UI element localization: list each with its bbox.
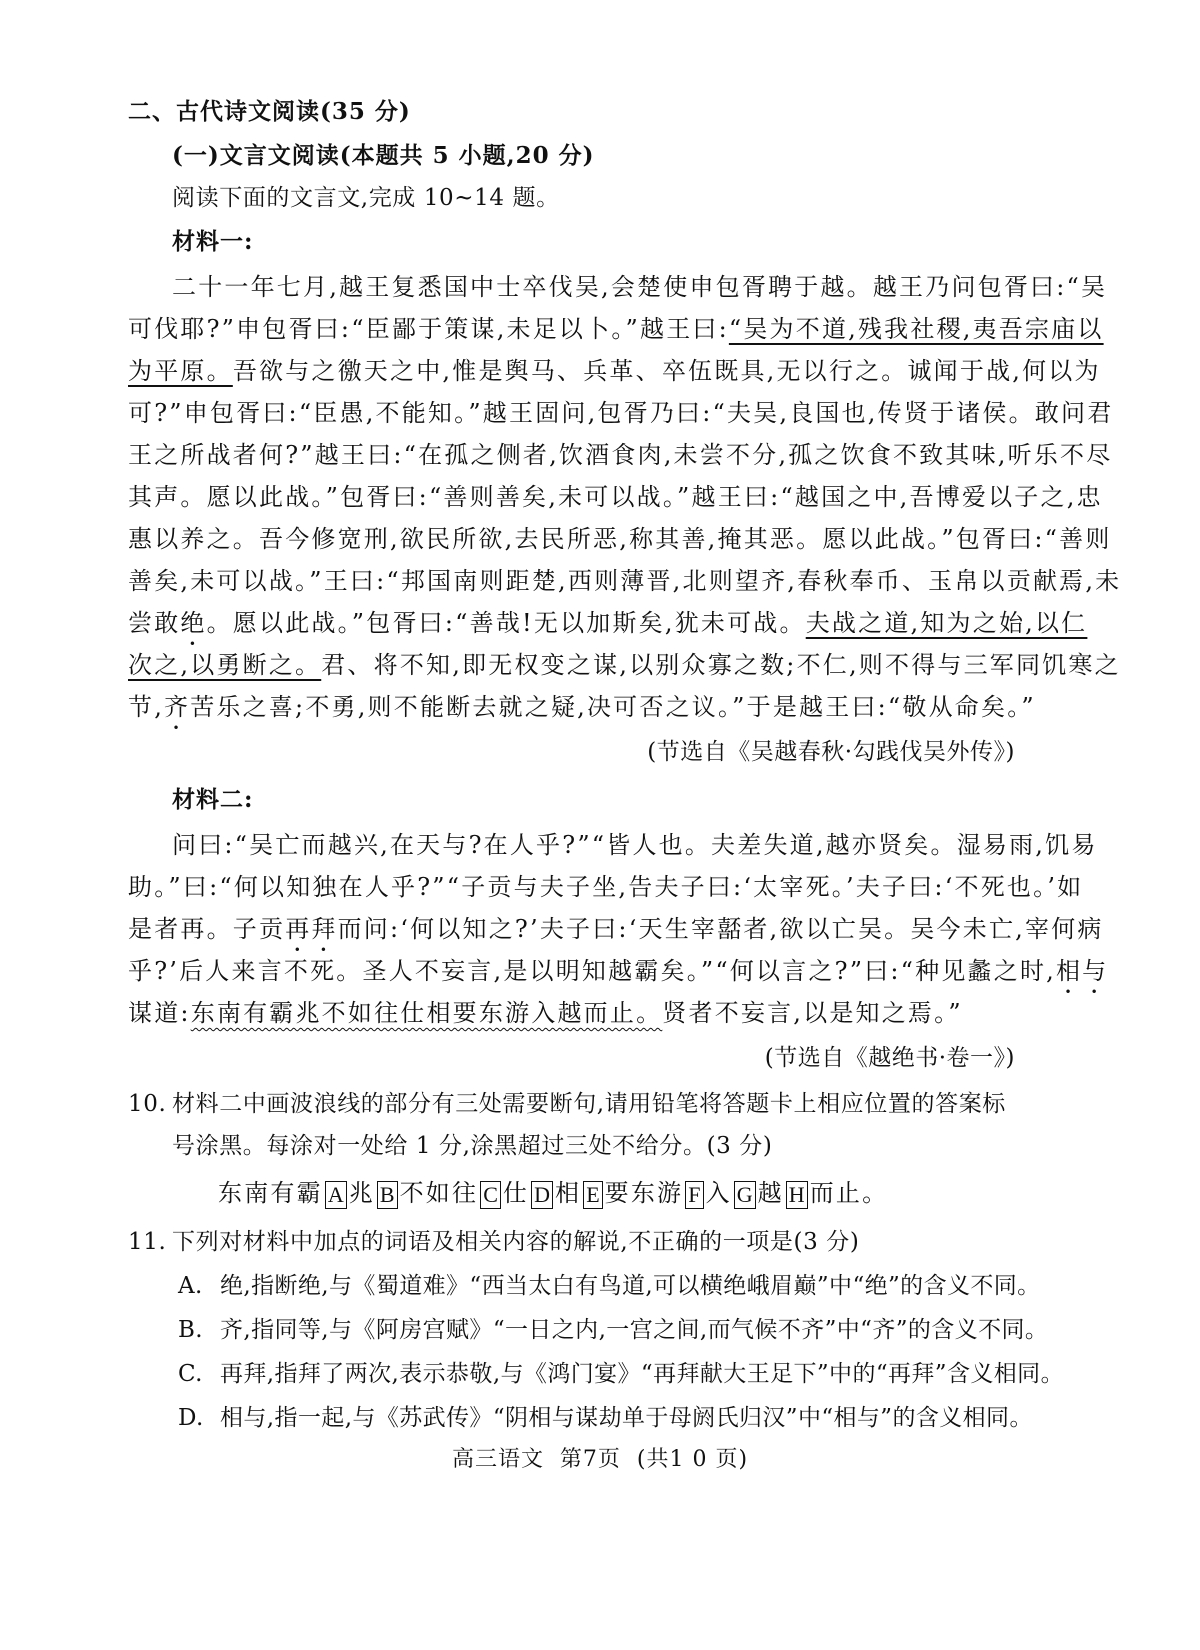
material-2-label: 材料二:	[172, 786, 254, 813]
option-letter: A.	[178, 1273, 203, 1299]
underlined-sentence: 次之,以勇断之。	[128, 651, 322, 679]
answer-box-f[interactable]: F	[685, 1181, 703, 1209]
underlined-sentence: 为平原。	[128, 357, 233, 385]
material-1-line: 可伐耶?”申包胥曰:“臣鄙于策谋,未足以卜。”越王曰:“吴为不道,残我社稷,夷吾宗庙以	[128, 315, 1104, 343]
answer-box-h[interactable]: H	[786, 1181, 808, 1209]
question-10: 10. 材料二中画波浪线的部分有三处需要断句,请用铅笔将答题卡上相应位置的答案标	[128, 1091, 1006, 1117]
material-2-line: 谋道:东南有霸兆不如往仕相要东游入越而止。贤者不妄言,以是知之焉。”	[128, 999, 963, 1027]
material-2-source: (节选自《越绝书·卷一》)	[764, 1045, 1015, 1071]
option-d[interactable]: D. 相与,指一起,与《苏武传》“阴相与谋劫单于母阏氏归汉”中“相与”的含义相同。	[178, 1405, 1033, 1431]
material-2-line: 助。”曰:“何以知独在人乎?”“子贡与夫子坐,告夫子曰:‘太宰死。’夫子曰:‘不死也。’如	[128, 873, 1084, 901]
dotted-word-qi: 齐	[164, 693, 191, 721]
dotted-word-jue: 绝	[180, 609, 207, 637]
material-1-line: 可?”申包胥曰:“臣愚,不能知。”越王固问,包胥乃曰:“夫吴,良国也,传贤于诸侯。敢问君	[128, 399, 1114, 427]
material-2-line: 乎?’后人来言不死。圣人不妄言,是以明知越霸矣。”“何以言之?”曰:“种见蠡之时,相与	[128, 957, 1109, 985]
dotted-word-xiangyu: 相与	[1055, 957, 1109, 985]
answer-box-d[interactable]: D	[531, 1181, 553, 1209]
underlined-sentence: “吴为不道,残我社稷,夷吾宗庙以	[728, 315, 1104, 343]
section-title: 二、古代诗文阅读(35 分)	[128, 98, 411, 125]
material-1-line: 尝敢绝。愿以此战。”包胥曰:“善哉!无以加斯矣,犹未可战。夫战之道,知为之始,以仁	[128, 609, 1088, 637]
question-number: 11.	[128, 1229, 167, 1255]
option-b[interactable]: B. 齐,指同等,与《阿房宫赋》“一日之内,一宫之间,而气候不齐”中“齐”的含义不同。	[178, 1317, 1049, 1343]
material-1-line: 为平原。吾欲与之徼天之中,惟是舆马、兵革、卒伍既具,无以行之。诚闻于战,何以为	[128, 357, 1101, 385]
question-10-segmentation: 东南有霸 A 兆 B 不如往 C 仕 D 相 E 要东游 F 入 G 越 H 而止。	[218, 1179, 889, 1207]
option-letter: C.	[178, 1361, 203, 1387]
dotted-word-zaibai: 再拜	[285, 915, 338, 943]
option-letter: B.	[178, 1317, 204, 1343]
question-11: 11. 下列对材料中加点的词语及相关内容的解说,不正确的一项是(3 分)	[128, 1229, 860, 1255]
option-letter: D.	[178, 1405, 204, 1431]
material-2-line: 问曰:“吴亡而越兴,在天与?在人乎?”“皆人也。夫差失道,越亦贤矣。湿易雨,饥易	[172, 831, 1098, 859]
answer-box-e[interactable]: E	[583, 1181, 602, 1209]
material-1-line: 次之,以勇断之。君、将不知,即无权变之谋,以别众寡之数;不仁,则不得与三军同饥寒之	[128, 651, 1121, 679]
page-footer: 高三语文 第7页 (共1 0 页)	[451, 1447, 749, 1472]
material-1-line: 节,齐苦乐之喜;不勇,则不能断去就之疑,决可否之议。”于是越王曰:“敬从命矣。”	[128, 693, 1036, 721]
answer-box-c[interactable]: C	[480, 1181, 501, 1209]
material-1-line: 惠以养之。吾今修宽刑,欲民所欲,去民所恶,称其善,掩其恶。愿以此战。”包胥曰:“善则	[128, 525, 1112, 553]
underlined-sentence: 夫战之道,知为之始,以仁	[805, 609, 1088, 637]
material-1-source: (节选自《吴越春秋·勾践伐吴外传》)	[647, 739, 1015, 765]
option-a[interactable]: A. 绝,指断绝,与《蜀道难》“西当太白有鸟道,可以横绝峨眉巅”中“绝”的含义不同。	[178, 1273, 1041, 1299]
material-1-line: 王之所战者何?”越王曰:“在孤之侧者,饮酒食肉,未尝不分,孤之饮食不致其味,听乐不尽	[128, 441, 1113, 469]
instruction: 阅读下面的文言文,完成 10~14 题。	[172, 185, 560, 211]
material-1-label: 材料一:	[172, 228, 254, 255]
answer-box-b[interactable]: B	[377, 1181, 398, 1209]
material-1-line: 二十一年七月,越王复悉国中士卒伐吴,会楚使申包胥聘于越。越王乃问包胥曰:“吴	[172, 273, 1108, 301]
answer-box-a[interactable]: A	[325, 1181, 347, 1209]
wavy-underlined-sentence: 东南有霸兆不如往仕相要东游入越而止。	[190, 999, 663, 1027]
question-10-cont: 号涂黑。每涂对一处给 1 分,涂黑超过三处不给分。(3 分)	[172, 1133, 773, 1159]
section-subtitle: (一)文言文阅读(本题共 5 小题,20 分)	[172, 142, 595, 169]
question-number: 10.	[128, 1091, 167, 1117]
material-2-line: 是者再。子贡再拜而问:‘何以知之?’夫子曰:‘天生宰嚭者,欲以亡吴。吴今未亡,宰何病	[128, 915, 1104, 943]
material-1-line: 善矣,未可以战。”王曰:“邦国南则距楚,西则薄晋,北则望齐,春秋奉币、玉帛以贡献焉,未	[128, 567, 1122, 595]
answer-box-g[interactable]: G	[734, 1181, 756, 1209]
option-c[interactable]: C. 再拜,指拜了两次,表示恭敬,与《鸿门宴》“再拜献大王足下”中的“再拜”含义相同。	[178, 1361, 1064, 1387]
material-1-line: 其声。愿以此战。”包胥曰:“善则善矣,未可以战。”越王曰:“越国之中,吾博爱以子之,忠	[128, 483, 1103, 511]
